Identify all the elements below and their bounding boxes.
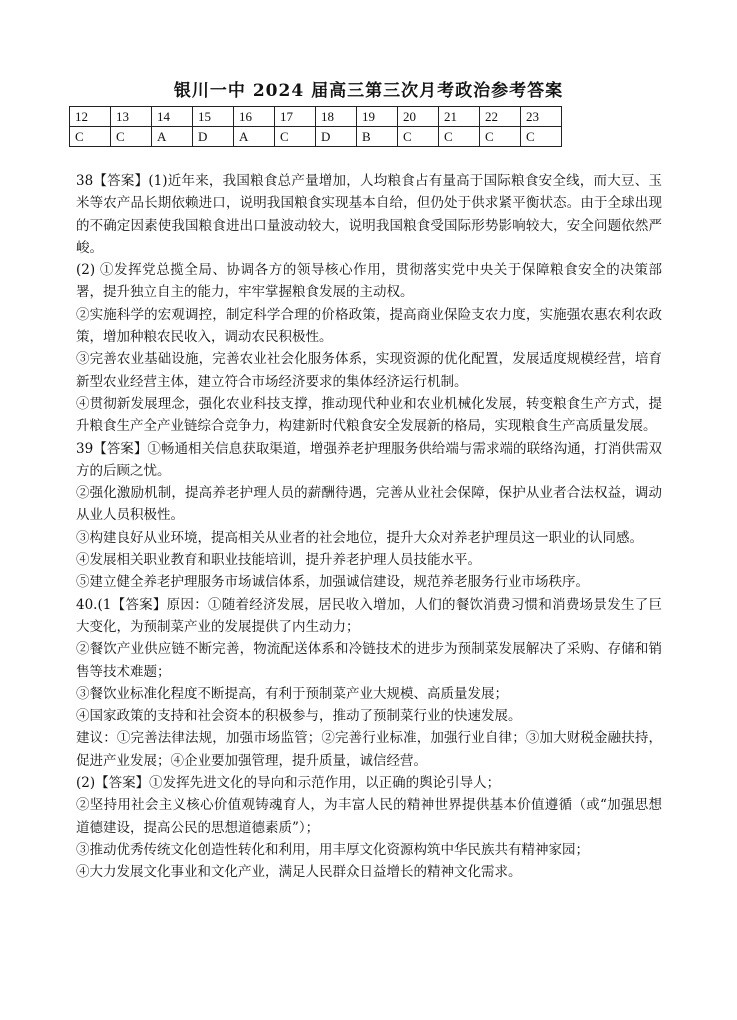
question-number: 14 <box>152 107 193 127</box>
question-number: 17 <box>275 107 316 127</box>
answer-cell: B <box>357 127 398 147</box>
answer-cell: A <box>152 127 193 147</box>
answer-cell: C <box>480 127 521 147</box>
q40-part2-point1: (2)【答案】①发挥先进文化的导向和示范作用，以正确的舆论引导人； <box>76 775 501 792</box>
q38-part1-answer: 38【答案】(1)近年来，我国粮食总产量增加，人均粮食占有量高于国际粮食安全线，而大豆、玉米等农产品长期依赖进口，说明我国粮食实现基本自给，但仍处于供求紧平衡状态。由于全球出现的不确定因素使我国粮食进出口量波动较大，说明我国粮食受国际形势影响较大，安全问题依然严峻。 <box>76 173 662 256</box>
question-number: 21 <box>439 107 480 127</box>
page-title: 银川一中 2024 届高三第三次月考政治参考答案 <box>173 81 564 101</box>
q40-part1-reason3: ③餐饮业标准化程度不断提高，有利于预制菜产业大规模、高质量发展； <box>76 685 508 702</box>
question-number: 22 <box>480 107 521 127</box>
question-number: 19 <box>357 107 398 127</box>
question-number-row <box>70 107 562 127</box>
answer-cell: C <box>439 127 480 147</box>
question-number: 23 <box>521 107 562 127</box>
q38-part2-point1: (2) ①发挥党总揽全局、协调各方的领导核心作用，贯彻落实党中央关于保障粮食安全的决策部署，提升独立自主的能力，牢牢掌握粮食发展的主动权。 <box>76 262 662 301</box>
q40-part2-point4: ④大力发展文化事业和文化产业，满足人民群众日益增长的精神文化需求。 <box>76 864 522 881</box>
q40-part1-suggestions: 建议：①完善法律法规，加强市场监管；②完善行业标准，加强行业自律；③加大财税金融扶持，促进产业发展；④企业要加强管理，提升质量，诚信经营。 <box>76 730 662 769</box>
answer-content <box>76 170 662 884</box>
answer-cell: D <box>193 127 234 147</box>
q40-part1-reason2: ②餐饮产业供应链不断完善，物流配送体系和冷链技术的进步为预制菜发展解决了采购、存储和销售等技术难题； <box>76 641 662 680</box>
q39-point1: 39【答案】①畅通相关信息获取渠道，增强养老护理服务供给端与需求端的联络沟通，打消供需双方的后顾之忧。 <box>76 440 662 479</box>
answer-cell: C <box>398 127 439 147</box>
q39-point4: ④发展相关职业教育和职业技能培训，提升养老护理人员技能水平。 <box>76 552 481 569</box>
q40-part1-reason4: ④国家政策的支持和社会资本的积极参与，推动了预制菜行业的快速发展。 <box>76 708 522 725</box>
question-number: 15 <box>193 107 234 127</box>
q38-part2-point3: ③完善农业基础设施，完善农业社会化服务体系，实现资源的优化配置，发展适度规模经营，培育新型农业经营主体，建立符合市场经济要求的集体经济运行机制。 <box>76 351 662 390</box>
question-number: 18 <box>316 107 357 127</box>
answer-cell: C <box>521 127 562 147</box>
q39-point2: ②强化激励机制，提高养老护理人员的薪酬待遇，完善从业社会保障，保护从业者合法权益，调动从业人员积极性。 <box>76 485 662 524</box>
q38-part2-point4: ④贯彻新发展理念，强化农业科技支撑，推动现代种业和农业机械化发展，转变粮食生产方式，提升粮食生产全产业链综合竞争力，构建新时代粮食安全发展新的格局，实现粮食生产高质量发展。 <box>76 395 662 435</box>
question-number: 12 <box>70 107 111 127</box>
answer-cell: C <box>275 127 316 147</box>
question-number: 13 <box>111 107 152 127</box>
question-number: 20 <box>398 107 439 127</box>
answer-cell: C <box>70 127 111 147</box>
question-number: 16 <box>234 107 275 127</box>
answer-cell: C <box>111 127 152 147</box>
q40-part2-point3: ③推动优秀传统文化创造性转化和利用，用丰厚文化资源构筑中华民族共有精神家园； <box>76 841 589 858</box>
q39-point5: ⑤建立健全养老护理服务市场诚信体系，加强诚信建设，规范养老服务行业市场秩序。 <box>76 574 589 591</box>
answer-row <box>70 127 562 147</box>
answer-cell: D <box>316 127 357 147</box>
q39-point3: ③构建良好从业环境，提高相关从业者的社会地位，提升大众对养老护理员这一职业的认同感。 <box>76 529 643 546</box>
answer-cell: A <box>234 127 275 147</box>
answer-table <box>69 106 562 147</box>
q40-part1-reason1: 40.(1【答案】原因：①随着经济发展，居民收入增加，人们的餐饮消费习惯和消费场景发生了巨大变化，为预制菜产业的发展提供了内生动力； <box>76 596 662 635</box>
q38-part2-point2: ②实施科学的宏观调控，制定科学合理的价格政策，提高商业保险支农力度，实施强农惠农利农政策，增加种粮农民收入，调动农民积极性。 <box>76 306 662 346</box>
q40-part2-point2: ②坚持用社会主义核心价值观铸魂育人，为丰富人民的精神世界提供基本价值遵循（或“加强思想道德建设，提高公民的思想道德素质”）； <box>76 797 662 836</box>
